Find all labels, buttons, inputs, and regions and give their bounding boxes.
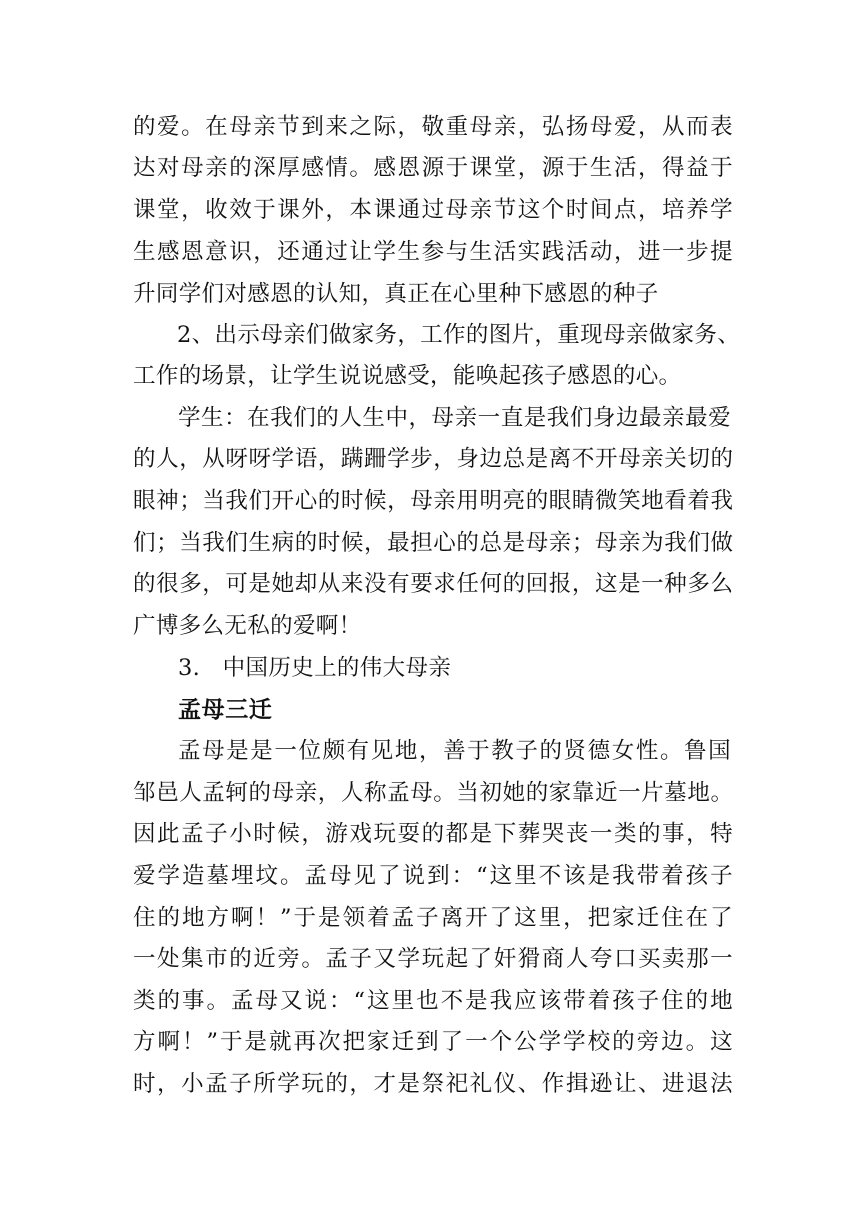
- paragraph-line: 工作的场景，让学生说说感受，能唤起孩子感恩的心。: [133, 363, 682, 389]
- paragraph-line: 方啊！”于是就再次把家迁到了一个公学学校的旁边。这: [133, 1029, 733, 1055]
- paragraph-line: 孟母是是一位颇有见地，善于教子的贤德女性。鲁国: [178, 738, 731, 764]
- paragraph-line: 学生：在我们的人生中，母亲一直是我们身边最亲最爱: [178, 405, 731, 431]
- paragraph-line: 生感恩意识，还通过让学生参与生活实践活动，进一步提: [133, 239, 733, 265]
- paragraph-line: 的爱。在母亲节到来之际，敬重母亲，弘扬母爱，从而表: [133, 114, 733, 140]
- paragraph-line: 邹邑人孟轲的母亲，人称孟母。当初她的家靠近一片墓地。: [133, 780, 733, 806]
- paragraph-line: 类的事。孟母又说：“这里也不是我应该带着孩子住的地: [133, 988, 733, 1014]
- paragraph-line: 住的地方啊！”于是领着孟子离开了这里，把家迁住在了: [133, 905, 733, 931]
- paragraph-line: 广博多么无私的爱啊！: [133, 613, 362, 639]
- paragraph-line: 课堂，收效于课外，本课通过母亲节这个时间点，培养学: [133, 197, 733, 223]
- paragraph-line: 的人，从呀呀学语，蹒跚学步，身边总是离不开母亲关切的: [133, 446, 733, 472]
- paragraph-line: 爱学造墓埋坟。孟母见了说到：“这里不该是我带着孩子: [133, 863, 733, 889]
- paragraph-line: 达对母亲的深厚感情。感恩源于课堂，源于生活，得益于: [133, 155, 733, 181]
- paragraph-line: 的很多，可是她却从来没有要求任何的回报，这是一种多么: [133, 571, 733, 597]
- paragraph-line: 因此孟子小时候，游戏玩耍的都是下葬哭丧一类的事，特: [133, 821, 733, 847]
- paragraph-line: 升同学们对感恩的认知，真正在心里种下感恩的种子: [133, 281, 659, 307]
- paragraph-line: 时，小孟子所学玩的，才是祭祀礼仪、作揖逊让、进退法: [133, 1071, 733, 1097]
- paragraph-line: 一处集市的近旁。孟子又学玩起了奸猾商人夸口买卖那一: [133, 946, 733, 972]
- section-heading: 3. 中国历史上的伟大母亲: [178, 655, 452, 681]
- paragraph-line: 2、出示母亲们做家务，工作的图片，重现母亲做家务、: [177, 322, 741, 348]
- paragraph-line: 们；当我们生病的时候，最担心的总是母亲；母亲为我们做: [133, 530, 733, 556]
- paragraph-line: 眼神；当我们开心的时候，母亲用明亮的眼睛微笑地看着我: [133, 488, 733, 514]
- story-title: 孟母三迁: [178, 696, 273, 723]
